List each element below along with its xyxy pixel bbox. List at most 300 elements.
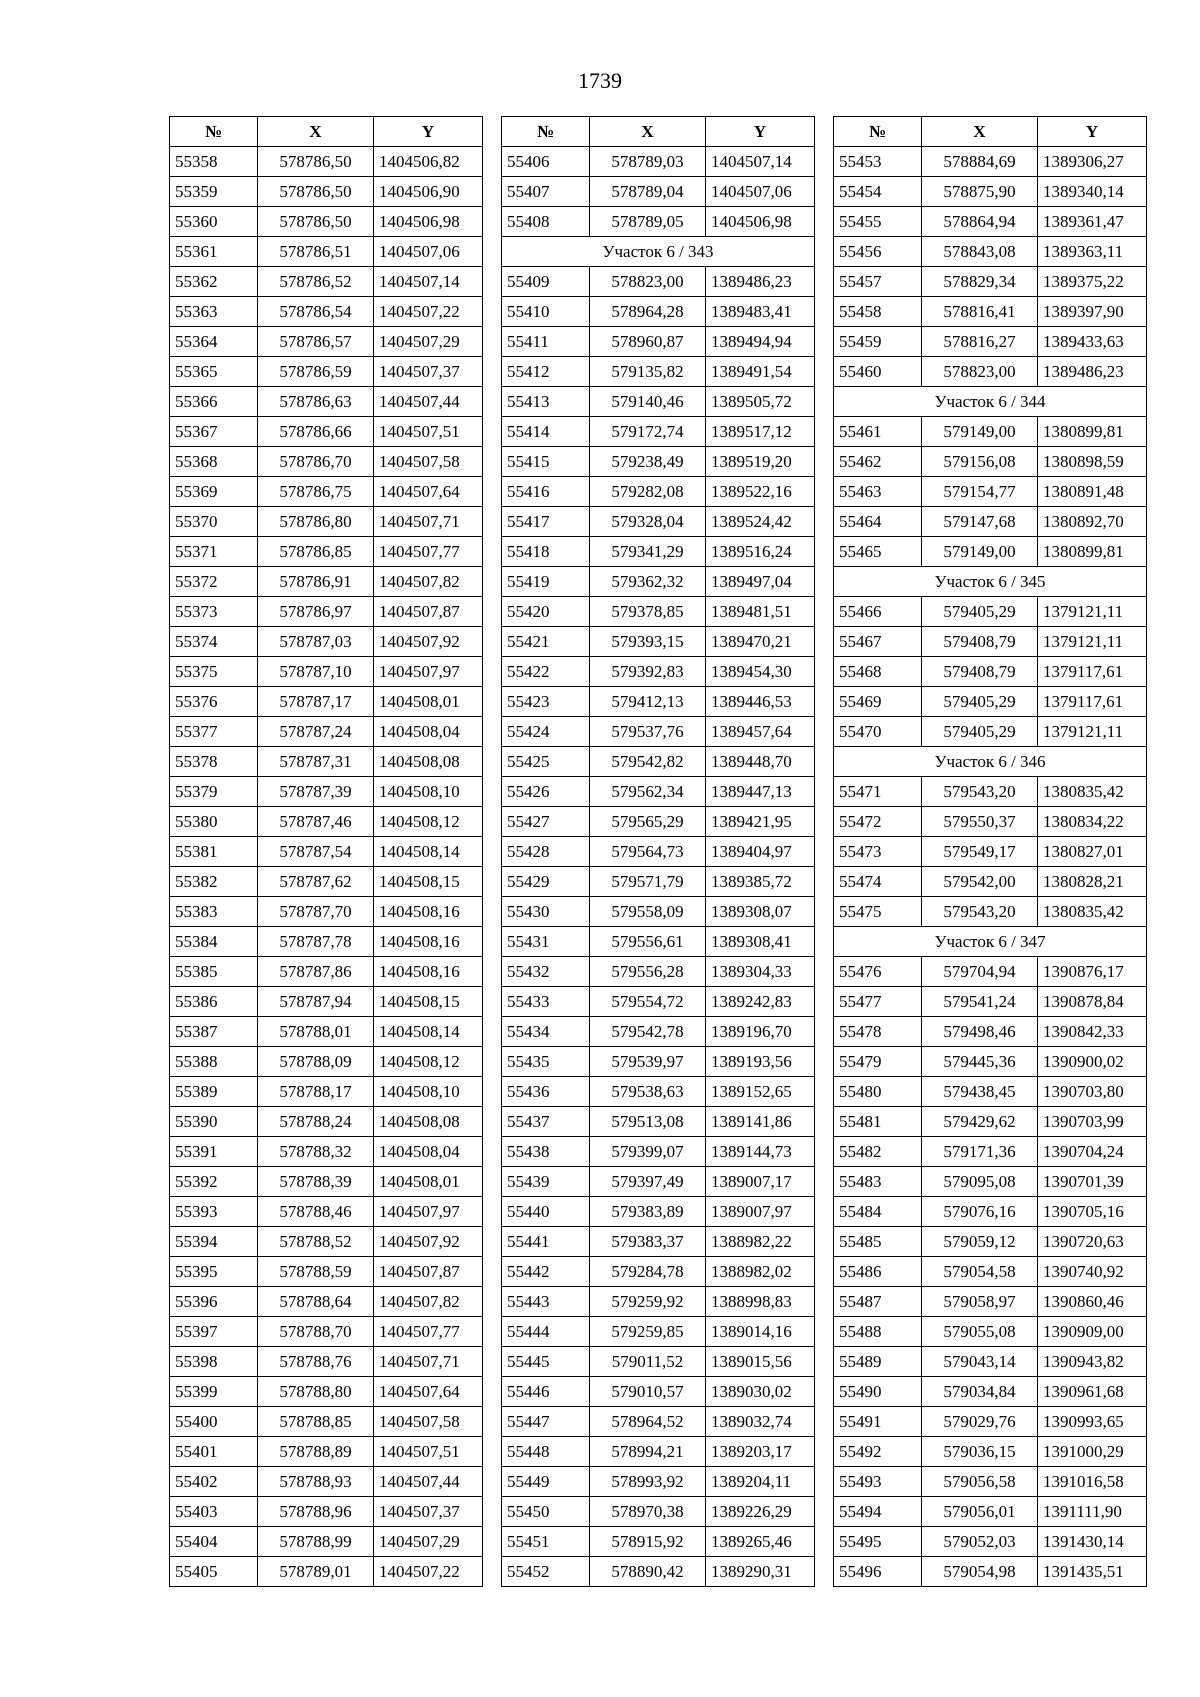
x-coordinate: 578787,86 bbox=[258, 957, 374, 987]
point-number: 55470 bbox=[834, 717, 922, 747]
x-coordinate: 578786,54 bbox=[258, 297, 374, 327]
x-coordinate: 579383,37 bbox=[590, 1227, 706, 1257]
x-coordinate: 578786,91 bbox=[258, 567, 374, 597]
table-row bbox=[170, 207, 483, 237]
table-row bbox=[502, 1197, 815, 1227]
point-number: 55495 bbox=[834, 1527, 922, 1557]
y-coordinate: 1404507,44 bbox=[374, 387, 483, 417]
section-row bbox=[502, 237, 815, 267]
y-coordinate: 1389242,83 bbox=[706, 987, 815, 1017]
point-number: 55378 bbox=[170, 747, 258, 777]
y-coordinate: 1389486,23 bbox=[1038, 357, 1147, 387]
x-coordinate: 578964,52 bbox=[590, 1407, 706, 1437]
point-number: 55468 bbox=[834, 657, 922, 687]
x-coordinate: 579059,12 bbox=[922, 1227, 1038, 1257]
y-coordinate: 1389497,04 bbox=[706, 567, 815, 597]
table-row bbox=[502, 387, 815, 417]
point-number: 55406 bbox=[502, 147, 590, 177]
y-coordinate: 1404507,58 bbox=[374, 1407, 483, 1437]
y-coordinate: 1404507,71 bbox=[374, 507, 483, 537]
y-coordinate: 1389375,22 bbox=[1038, 267, 1147, 297]
x-coordinate: 579259,85 bbox=[590, 1317, 706, 1347]
table-header-row bbox=[502, 117, 815, 147]
x-coordinate: 579140,46 bbox=[590, 387, 706, 417]
table-row bbox=[834, 717, 1147, 747]
y-coordinate: 1391111,90 bbox=[1038, 1497, 1147, 1527]
table-row bbox=[834, 1077, 1147, 1107]
x-coordinate: 579564,73 bbox=[590, 837, 706, 867]
table-row bbox=[834, 1377, 1147, 1407]
x-coordinate: 579565,29 bbox=[590, 807, 706, 837]
point-number: 55377 bbox=[170, 717, 258, 747]
x-coordinate: 579537,76 bbox=[590, 717, 706, 747]
table-row bbox=[834, 1497, 1147, 1527]
table-row bbox=[834, 1257, 1147, 1287]
x-coordinate: 578788,09 bbox=[258, 1047, 374, 1077]
y-coordinate: 1390842,33 bbox=[1038, 1017, 1147, 1047]
point-number: 55448 bbox=[502, 1437, 590, 1467]
x-coordinate: 579542,82 bbox=[590, 747, 706, 777]
x-coordinate: 578788,24 bbox=[258, 1107, 374, 1137]
point-number: 55482 bbox=[834, 1137, 922, 1167]
x-coordinate: 579412,13 bbox=[590, 687, 706, 717]
x-coordinate: 579543,20 bbox=[922, 777, 1038, 807]
table-row bbox=[170, 447, 483, 477]
point-number: 55447 bbox=[502, 1407, 590, 1437]
point-number: 55369 bbox=[170, 477, 258, 507]
y-coordinate: 1380892,70 bbox=[1038, 507, 1147, 537]
point-number: 55479 bbox=[834, 1047, 922, 1077]
table-row bbox=[502, 1437, 815, 1467]
x-coordinate: 579513,08 bbox=[590, 1107, 706, 1137]
table-row bbox=[502, 747, 815, 777]
y-coordinate: 1404506,82 bbox=[374, 147, 483, 177]
y-coordinate: 1404508,16 bbox=[374, 927, 483, 957]
y-coordinate: 1404508,04 bbox=[374, 717, 483, 747]
x-coordinate: 578787,31 bbox=[258, 747, 374, 777]
y-coordinate: 1389519,20 bbox=[706, 447, 815, 477]
y-coordinate: 1404507,97 bbox=[374, 657, 483, 687]
x-coordinate: 579341,29 bbox=[590, 537, 706, 567]
section-row bbox=[834, 567, 1147, 597]
point-number: 55444 bbox=[502, 1317, 590, 1347]
y-coordinate: 1404507,58 bbox=[374, 447, 483, 477]
x-coordinate: 578970,38 bbox=[590, 1497, 706, 1527]
x-coordinate: 579034,84 bbox=[922, 1377, 1038, 1407]
point-number: 55408 bbox=[502, 207, 590, 237]
x-coordinate: 578789,04 bbox=[590, 177, 706, 207]
y-coordinate: 1389363,11 bbox=[1038, 237, 1147, 267]
y-coordinate: 1389524,42 bbox=[706, 507, 815, 537]
x-coordinate: 579362,32 bbox=[590, 567, 706, 597]
x-coordinate: 579171,36 bbox=[922, 1137, 1038, 1167]
table-row bbox=[502, 657, 815, 687]
table-row bbox=[834, 537, 1147, 567]
y-coordinate: 1404507,92 bbox=[374, 1227, 483, 1257]
point-number: 55473 bbox=[834, 837, 922, 867]
point-number: 55443 bbox=[502, 1287, 590, 1317]
x-coordinate: 578788,17 bbox=[258, 1077, 374, 1107]
y-coordinate: 1389204,11 bbox=[706, 1467, 815, 1497]
y-coordinate: 1380835,42 bbox=[1038, 777, 1147, 807]
y-coordinate: 1404507,37 bbox=[374, 357, 483, 387]
table-row bbox=[502, 1107, 815, 1137]
table-row bbox=[170, 1077, 483, 1107]
y-coordinate: 1389014,16 bbox=[706, 1317, 815, 1347]
y-coordinate: 1391000,29 bbox=[1038, 1437, 1147, 1467]
table-row bbox=[834, 297, 1147, 327]
table-header-row bbox=[834, 117, 1147, 147]
y-coordinate: 1404507,51 bbox=[374, 417, 483, 447]
y-coordinate: 1404507,77 bbox=[374, 1317, 483, 1347]
x-coordinate: 579405,29 bbox=[922, 597, 1038, 627]
y-coordinate: 1389517,12 bbox=[706, 417, 815, 447]
header-x: X bbox=[258, 117, 374, 147]
y-coordinate: 1390943,82 bbox=[1038, 1347, 1147, 1377]
x-coordinate: 578788,01 bbox=[258, 1017, 374, 1047]
table-row bbox=[502, 1017, 815, 1047]
y-coordinate: 1390705,16 bbox=[1038, 1197, 1147, 1227]
x-coordinate: 578787,03 bbox=[258, 627, 374, 657]
table-row bbox=[170, 147, 483, 177]
x-coordinate: 579172,74 bbox=[590, 417, 706, 447]
point-number: 55480 bbox=[834, 1077, 922, 1107]
table-row bbox=[170, 597, 483, 627]
x-coordinate: 578964,28 bbox=[590, 297, 706, 327]
point-number: 55452 bbox=[502, 1557, 590, 1587]
table-row bbox=[834, 687, 1147, 717]
y-coordinate: 1404507,71 bbox=[374, 1347, 483, 1377]
table-row bbox=[502, 357, 815, 387]
point-number: 55462 bbox=[834, 447, 922, 477]
x-coordinate: 579056,58 bbox=[922, 1467, 1038, 1497]
table-row bbox=[502, 1287, 815, 1317]
y-coordinate: 1389308,07 bbox=[706, 897, 815, 927]
point-number: 55442 bbox=[502, 1257, 590, 1287]
y-coordinate: 1390703,80 bbox=[1038, 1077, 1147, 1107]
y-coordinate: 1389404,97 bbox=[706, 837, 815, 867]
table-row bbox=[502, 477, 815, 507]
x-coordinate: 579135,82 bbox=[590, 357, 706, 387]
y-coordinate: 1390740,92 bbox=[1038, 1257, 1147, 1287]
y-coordinate: 1404507,87 bbox=[374, 597, 483, 627]
table-row bbox=[502, 177, 815, 207]
x-coordinate: 578789,01 bbox=[258, 1557, 374, 1587]
point-number: 55383 bbox=[170, 897, 258, 927]
table-row bbox=[502, 777, 815, 807]
table-row bbox=[834, 777, 1147, 807]
point-number: 55466 bbox=[834, 597, 922, 627]
y-coordinate: 1404508,14 bbox=[374, 837, 483, 867]
y-coordinate: 1404507,29 bbox=[374, 327, 483, 357]
table-body bbox=[502, 147, 815, 1587]
section-title: Участок 6 / 347 bbox=[834, 927, 1147, 957]
table-row bbox=[502, 717, 815, 747]
x-coordinate: 578823,00 bbox=[922, 357, 1038, 387]
point-number: 55465 bbox=[834, 537, 922, 567]
x-coordinate: 579154,77 bbox=[922, 477, 1038, 507]
point-number: 55409 bbox=[502, 267, 590, 297]
point-number: 55360 bbox=[170, 207, 258, 237]
y-coordinate: 1404507,87 bbox=[374, 1257, 483, 1287]
y-coordinate: 1391430,14 bbox=[1038, 1527, 1147, 1557]
x-coordinate: 579010,57 bbox=[590, 1377, 706, 1407]
x-coordinate: 578787,54 bbox=[258, 837, 374, 867]
point-number: 55358 bbox=[170, 147, 258, 177]
point-number: 55493 bbox=[834, 1467, 922, 1497]
table-row bbox=[834, 1407, 1147, 1437]
x-coordinate: 578788,76 bbox=[258, 1347, 374, 1377]
x-coordinate: 579011,52 bbox=[590, 1347, 706, 1377]
table-row bbox=[834, 1287, 1147, 1317]
y-coordinate: 1380899,81 bbox=[1038, 537, 1147, 567]
point-number: 55464 bbox=[834, 507, 922, 537]
point-number: 55392 bbox=[170, 1167, 258, 1197]
x-coordinate: 578786,66 bbox=[258, 417, 374, 447]
y-coordinate: 1404508,08 bbox=[374, 1107, 483, 1137]
x-coordinate: 579408,79 bbox=[922, 627, 1038, 657]
table-row bbox=[834, 1467, 1147, 1497]
coordinates-table-3 bbox=[833, 116, 1147, 1587]
point-number: 55494 bbox=[834, 1497, 922, 1527]
point-number: 55440 bbox=[502, 1197, 590, 1227]
table-row bbox=[834, 627, 1147, 657]
point-number: 55373 bbox=[170, 597, 258, 627]
table-row bbox=[502, 417, 815, 447]
point-number: 55368 bbox=[170, 447, 258, 477]
point-number: 55390 bbox=[170, 1107, 258, 1137]
x-coordinate: 579542,78 bbox=[590, 1017, 706, 1047]
table-row bbox=[502, 627, 815, 657]
y-coordinate: 1389421,95 bbox=[706, 807, 815, 837]
x-coordinate: 579147,68 bbox=[922, 507, 1038, 537]
x-coordinate: 579054,98 bbox=[922, 1557, 1038, 1587]
x-coordinate: 578823,00 bbox=[590, 267, 706, 297]
x-coordinate: 578816,41 bbox=[922, 297, 1038, 327]
header-number: № bbox=[170, 117, 258, 147]
header-y: Y bbox=[706, 117, 815, 147]
point-number: 55469 bbox=[834, 687, 922, 717]
x-coordinate: 578786,57 bbox=[258, 327, 374, 357]
point-number: 55475 bbox=[834, 897, 922, 927]
point-number: 55365 bbox=[170, 357, 258, 387]
point-number: 55484 bbox=[834, 1197, 922, 1227]
table-row bbox=[170, 1437, 483, 1467]
point-number: 55380 bbox=[170, 807, 258, 837]
section-title: Участок 6 / 344 bbox=[834, 387, 1147, 417]
table-row bbox=[834, 447, 1147, 477]
y-coordinate: 1389308,41 bbox=[706, 927, 815, 957]
y-coordinate: 1389007,97 bbox=[706, 1197, 815, 1227]
section-row bbox=[834, 927, 1147, 957]
table-row bbox=[502, 1497, 815, 1527]
table-row bbox=[170, 1227, 483, 1257]
point-number: 55410 bbox=[502, 297, 590, 327]
y-coordinate: 1404508,15 bbox=[374, 867, 483, 897]
point-number: 55421 bbox=[502, 627, 590, 657]
table-row bbox=[834, 1557, 1147, 1587]
x-coordinate: 579095,08 bbox=[922, 1167, 1038, 1197]
y-coordinate: 1404507,82 bbox=[374, 567, 483, 597]
y-coordinate: 1404507,97 bbox=[374, 1197, 483, 1227]
point-number: 55429 bbox=[502, 867, 590, 897]
table-row bbox=[834, 1017, 1147, 1047]
table-row bbox=[170, 1467, 483, 1497]
table-row bbox=[170, 1347, 483, 1377]
y-coordinate: 1380834,22 bbox=[1038, 807, 1147, 837]
coordinates-table-1 bbox=[169, 116, 483, 1587]
y-coordinate: 1404508,01 bbox=[374, 687, 483, 717]
table-row bbox=[502, 597, 815, 627]
x-coordinate: 578786,50 bbox=[258, 177, 374, 207]
table-row bbox=[170, 387, 483, 417]
point-number: 55415 bbox=[502, 447, 590, 477]
section-title: Участок 6 / 345 bbox=[834, 567, 1147, 597]
point-number: 55398 bbox=[170, 1347, 258, 1377]
table-header-row bbox=[170, 117, 483, 147]
table-row bbox=[170, 297, 483, 327]
table-body bbox=[834, 147, 1147, 1587]
y-coordinate: 1389265,46 bbox=[706, 1527, 815, 1557]
table-row bbox=[834, 657, 1147, 687]
point-number: 55467 bbox=[834, 627, 922, 657]
point-number: 55371 bbox=[170, 537, 258, 567]
point-number: 55404 bbox=[170, 1527, 258, 1557]
table-row bbox=[834, 207, 1147, 237]
x-coordinate: 579043,14 bbox=[922, 1347, 1038, 1377]
table-row bbox=[834, 1197, 1147, 1227]
x-coordinate: 579259,92 bbox=[590, 1287, 706, 1317]
y-coordinate: 1404507,64 bbox=[374, 1377, 483, 1407]
x-coordinate: 578788,89 bbox=[258, 1437, 374, 1467]
point-number: 55434 bbox=[502, 1017, 590, 1047]
y-coordinate: 1389032,74 bbox=[706, 1407, 815, 1437]
table-row bbox=[170, 657, 483, 687]
x-coordinate: 578786,59 bbox=[258, 357, 374, 387]
x-coordinate: 579554,72 bbox=[590, 987, 706, 1017]
point-number: 55437 bbox=[502, 1107, 590, 1137]
table-row bbox=[170, 1527, 483, 1557]
y-coordinate: 1404508,16 bbox=[374, 897, 483, 927]
x-coordinate: 579036,15 bbox=[922, 1437, 1038, 1467]
point-number: 55401 bbox=[170, 1437, 258, 1467]
table-row bbox=[170, 837, 483, 867]
table-row bbox=[834, 1167, 1147, 1197]
point-number: 55405 bbox=[170, 1557, 258, 1587]
table-row bbox=[170, 717, 483, 747]
y-coordinate: 1404508,14 bbox=[374, 1017, 483, 1047]
x-coordinate: 578788,32 bbox=[258, 1137, 374, 1167]
y-coordinate: 1404507,37 bbox=[374, 1497, 483, 1527]
table-row bbox=[502, 1467, 815, 1497]
table-row bbox=[502, 1347, 815, 1377]
y-coordinate: 1390900,02 bbox=[1038, 1047, 1147, 1077]
x-coordinate: 578994,21 bbox=[590, 1437, 706, 1467]
y-coordinate: 1404507,06 bbox=[706, 177, 815, 207]
x-coordinate: 579054,58 bbox=[922, 1257, 1038, 1287]
point-number: 55496 bbox=[834, 1557, 922, 1587]
point-number: 55366 bbox=[170, 387, 258, 417]
x-coordinate: 578786,70 bbox=[258, 447, 374, 477]
y-coordinate: 1389385,72 bbox=[706, 867, 815, 897]
x-coordinate: 579149,00 bbox=[922, 537, 1038, 567]
y-coordinate: 1380898,59 bbox=[1038, 447, 1147, 477]
table-row bbox=[502, 147, 815, 177]
section-title: Участок 6 / 346 bbox=[834, 747, 1147, 777]
x-coordinate: 579149,00 bbox=[922, 417, 1038, 447]
point-number: 55453 bbox=[834, 147, 922, 177]
point-number: 55359 bbox=[170, 177, 258, 207]
x-coordinate: 579538,63 bbox=[590, 1077, 706, 1107]
point-number: 55481 bbox=[834, 1107, 922, 1137]
y-coordinate: 1404507,14 bbox=[374, 267, 483, 297]
y-coordinate: 1389457,64 bbox=[706, 717, 815, 747]
x-coordinate: 579399,07 bbox=[590, 1137, 706, 1167]
y-coordinate: 1404507,44 bbox=[374, 1467, 483, 1497]
y-coordinate: 1404508,10 bbox=[374, 1077, 483, 1107]
header-y: Y bbox=[374, 117, 483, 147]
x-coordinate: 578993,92 bbox=[590, 1467, 706, 1497]
y-coordinate: 1380891,48 bbox=[1038, 477, 1147, 507]
table-row bbox=[834, 357, 1147, 387]
point-number: 55394 bbox=[170, 1227, 258, 1257]
point-number: 55423 bbox=[502, 687, 590, 717]
table-row bbox=[502, 687, 815, 717]
y-coordinate: 1404508,04 bbox=[374, 1137, 483, 1167]
x-coordinate: 579284,78 bbox=[590, 1257, 706, 1287]
x-coordinate: 579549,17 bbox=[922, 837, 1038, 867]
y-coordinate: 1380828,21 bbox=[1038, 867, 1147, 897]
x-coordinate: 578787,10 bbox=[258, 657, 374, 687]
point-number: 55407 bbox=[502, 177, 590, 207]
point-number: 55402 bbox=[170, 1467, 258, 1497]
y-coordinate: 1389448,70 bbox=[706, 747, 815, 777]
table-row bbox=[170, 987, 483, 1017]
x-coordinate: 578787,39 bbox=[258, 777, 374, 807]
x-coordinate: 579029,76 bbox=[922, 1407, 1038, 1437]
x-coordinate: 579405,29 bbox=[922, 687, 1038, 717]
y-coordinate: 1389015,56 bbox=[706, 1347, 815, 1377]
y-coordinate: 1389433,63 bbox=[1038, 327, 1147, 357]
point-number: 55428 bbox=[502, 837, 590, 867]
x-coordinate: 578788,70 bbox=[258, 1317, 374, 1347]
x-coordinate: 578788,85 bbox=[258, 1407, 374, 1437]
point-number: 55416 bbox=[502, 477, 590, 507]
x-coordinate: 579392,83 bbox=[590, 657, 706, 687]
point-number: 55489 bbox=[834, 1347, 922, 1377]
point-number: 55374 bbox=[170, 627, 258, 657]
point-number: 55430 bbox=[502, 897, 590, 927]
point-number: 55438 bbox=[502, 1137, 590, 1167]
y-coordinate: 1389290,31 bbox=[706, 1557, 815, 1587]
table-row bbox=[834, 957, 1147, 987]
point-number: 55488 bbox=[834, 1317, 922, 1347]
point-number: 55435 bbox=[502, 1047, 590, 1077]
x-coordinate: 579558,09 bbox=[590, 897, 706, 927]
table-row bbox=[834, 417, 1147, 447]
table-row bbox=[170, 927, 483, 957]
table-row bbox=[502, 1167, 815, 1197]
y-coordinate: 1389516,24 bbox=[706, 537, 815, 567]
y-coordinate: 1404508,01 bbox=[374, 1167, 483, 1197]
point-number: 55463 bbox=[834, 477, 922, 507]
y-coordinate: 1389152,65 bbox=[706, 1077, 815, 1107]
point-number: 55363 bbox=[170, 297, 258, 327]
section-row bbox=[834, 387, 1147, 417]
y-coordinate: 1389505,72 bbox=[706, 387, 815, 417]
point-number: 55367 bbox=[170, 417, 258, 447]
point-number: 55427 bbox=[502, 807, 590, 837]
